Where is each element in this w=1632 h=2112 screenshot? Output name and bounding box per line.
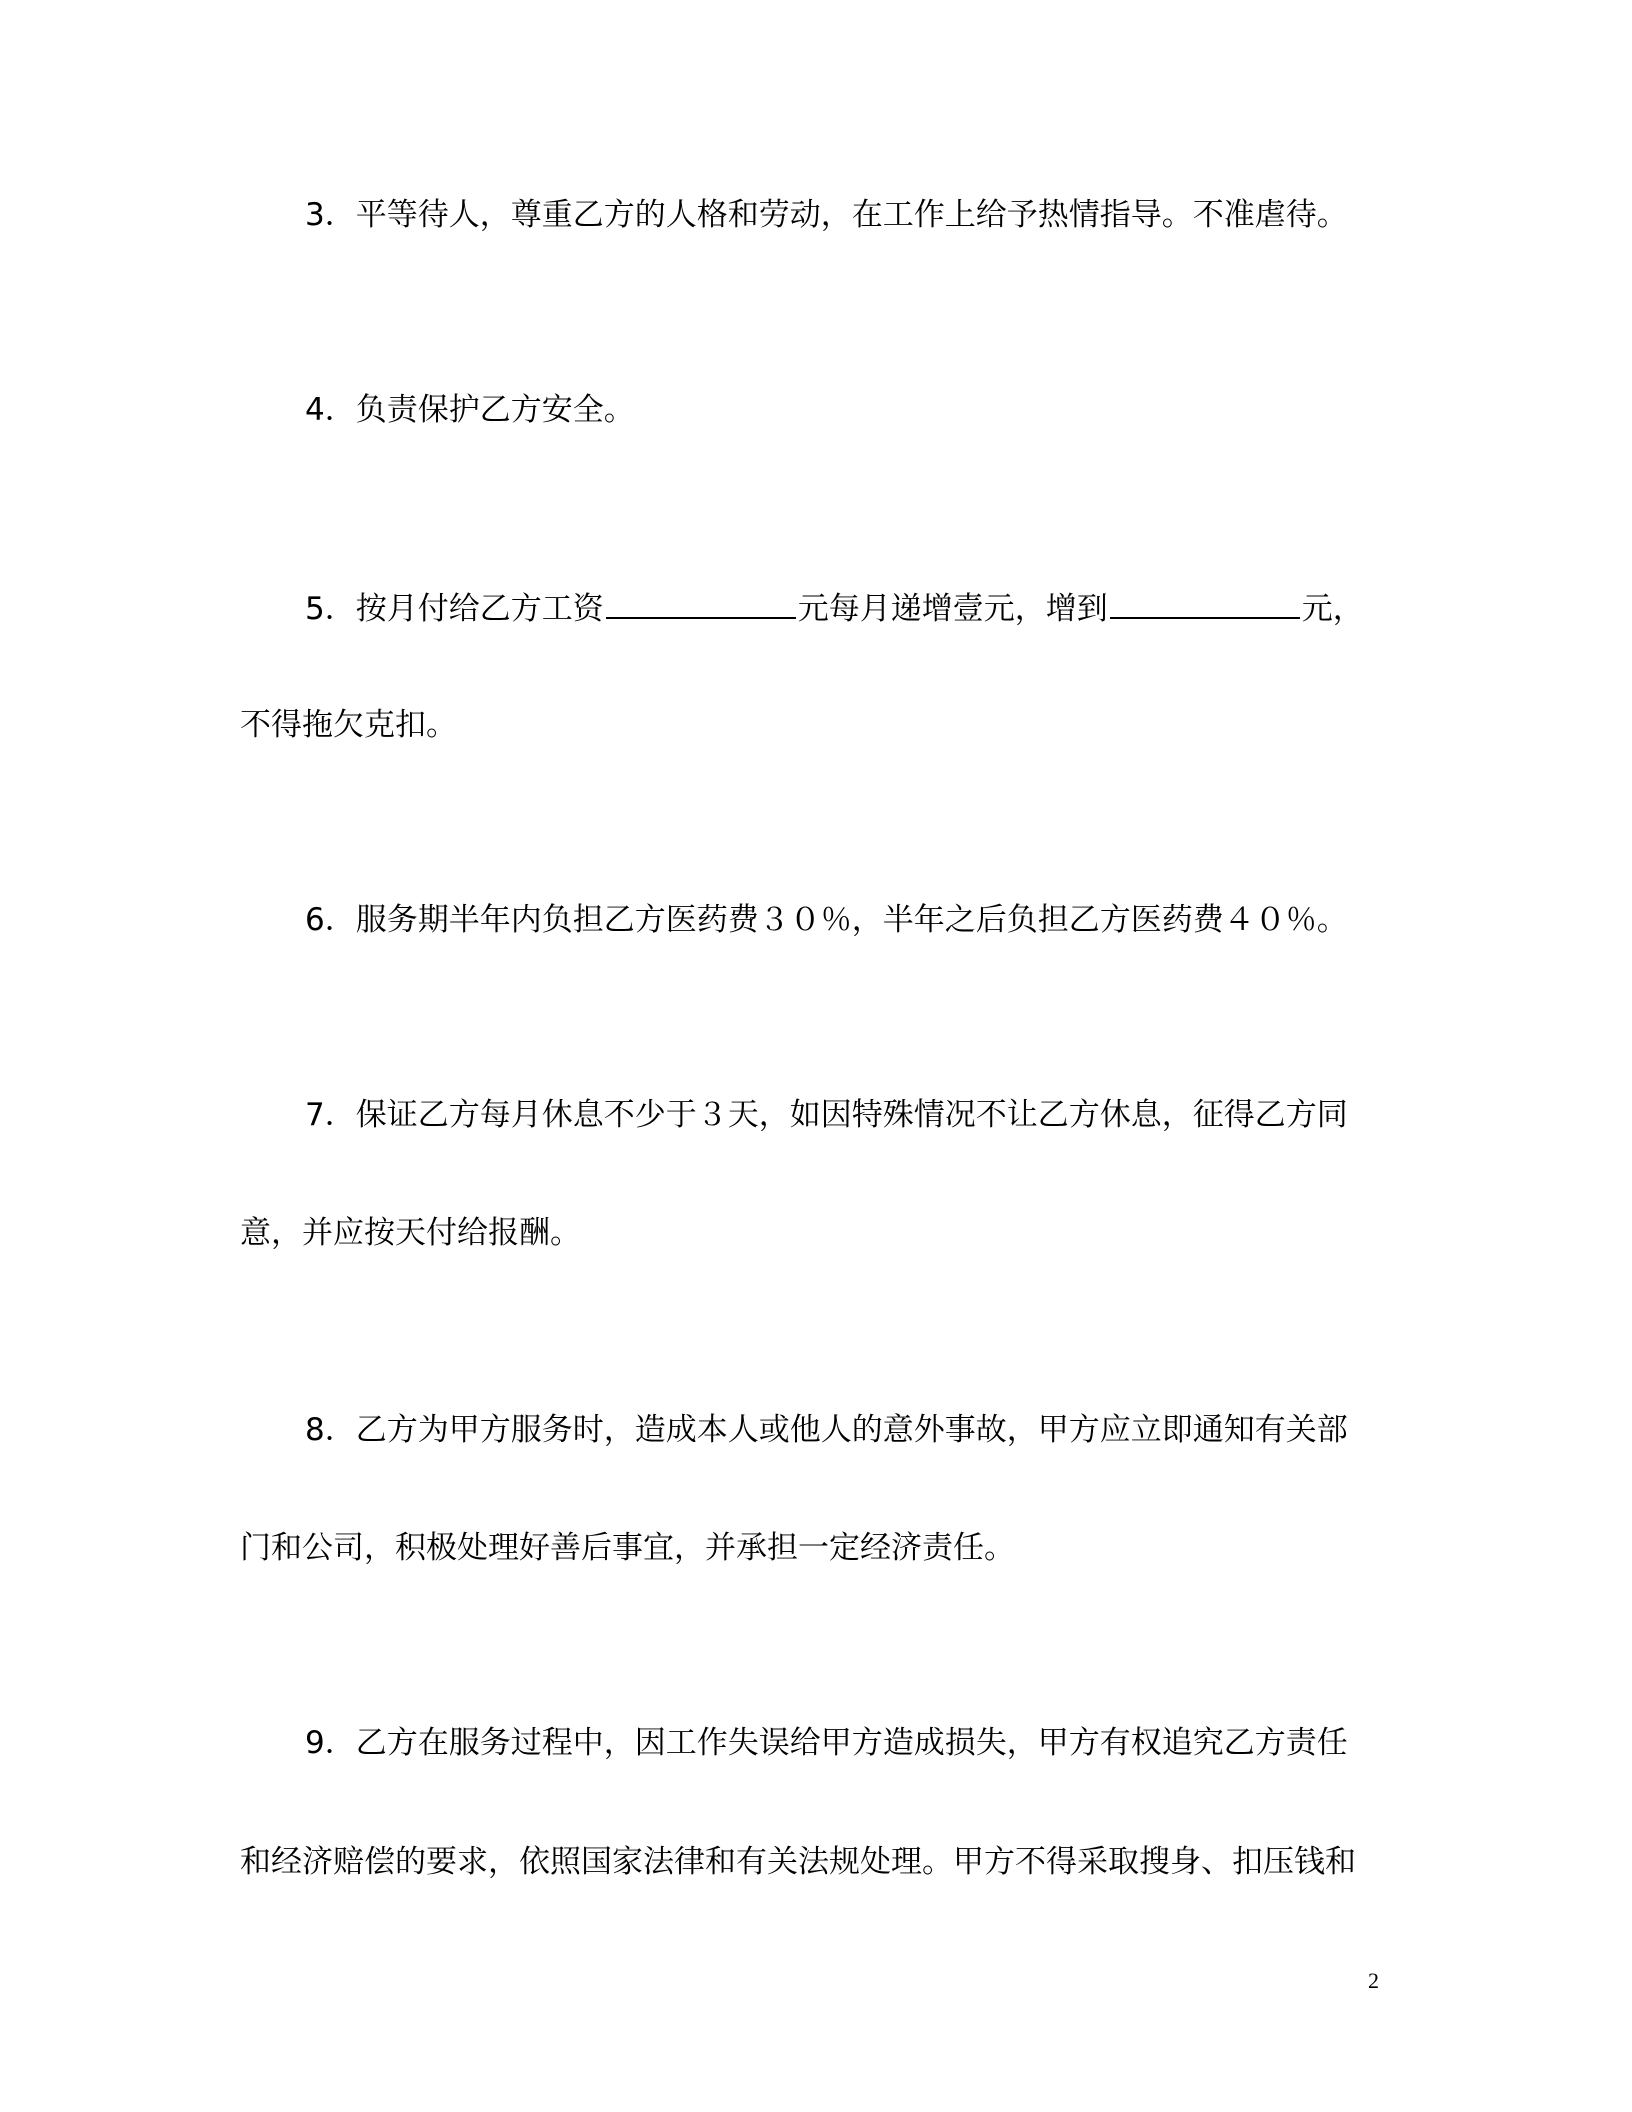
clause-5-text-after: 元， — [1301, 591, 1364, 627]
salary-blank — [606, 587, 796, 619]
max-salary-blank — [1110, 587, 1300, 619]
clause-7-line-2: 意，并应按天付给报酬。 — [240, 1215, 581, 1251]
clause-3: 3．平等待人，尊重乙方的人格和劳动，在工作上给予热情指导。不准虐待。 — [305, 197, 1348, 233]
clause-9-line-2: 和经济赔偿的要求，依照国家法律和有关法规处理。甲方不得采取搜身、扣压钱和 — [240, 1844, 1356, 1880]
clause-5-text-middle: 元每月递增壹元，增到 — [797, 591, 1108, 627]
clause-5-line-1 — [305, 587, 1455, 629]
clause-9-line-1: 9．乙方在服务过程中，因工作失误给甲方造成损失，甲方有权追究乙方责任 — [305, 1725, 1348, 1761]
clause-7-line-1: 7．保证乙方每月休息不少于３天，如因特殊情况不让乙方休息，征得乙方同 — [305, 1097, 1348, 1133]
clause-6: 6．服务期半年内负担乙方医药费３０％，半年之后负担乙方医药费４０％。 — [305, 902, 1348, 938]
clause-5-text-before: 5．按月付给乙方工资 — [305, 591, 604, 627]
page-number: 2 — [1368, 1968, 1379, 1993]
clause-4: 4．负责保护乙方安全。 — [305, 392, 635, 428]
clause-5-line-2: 不得拖欠克扣。 — [240, 707, 457, 743]
clause-8-line-1: 8．乙方为甲方服务时，造成本人或他人的意外事故，甲方应立即通知有关部 — [305, 1412, 1348, 1448]
clause-8-line-2: 门和公司，积极处理好善后事宜，并承担一定经济责任。 — [240, 1530, 1015, 1566]
